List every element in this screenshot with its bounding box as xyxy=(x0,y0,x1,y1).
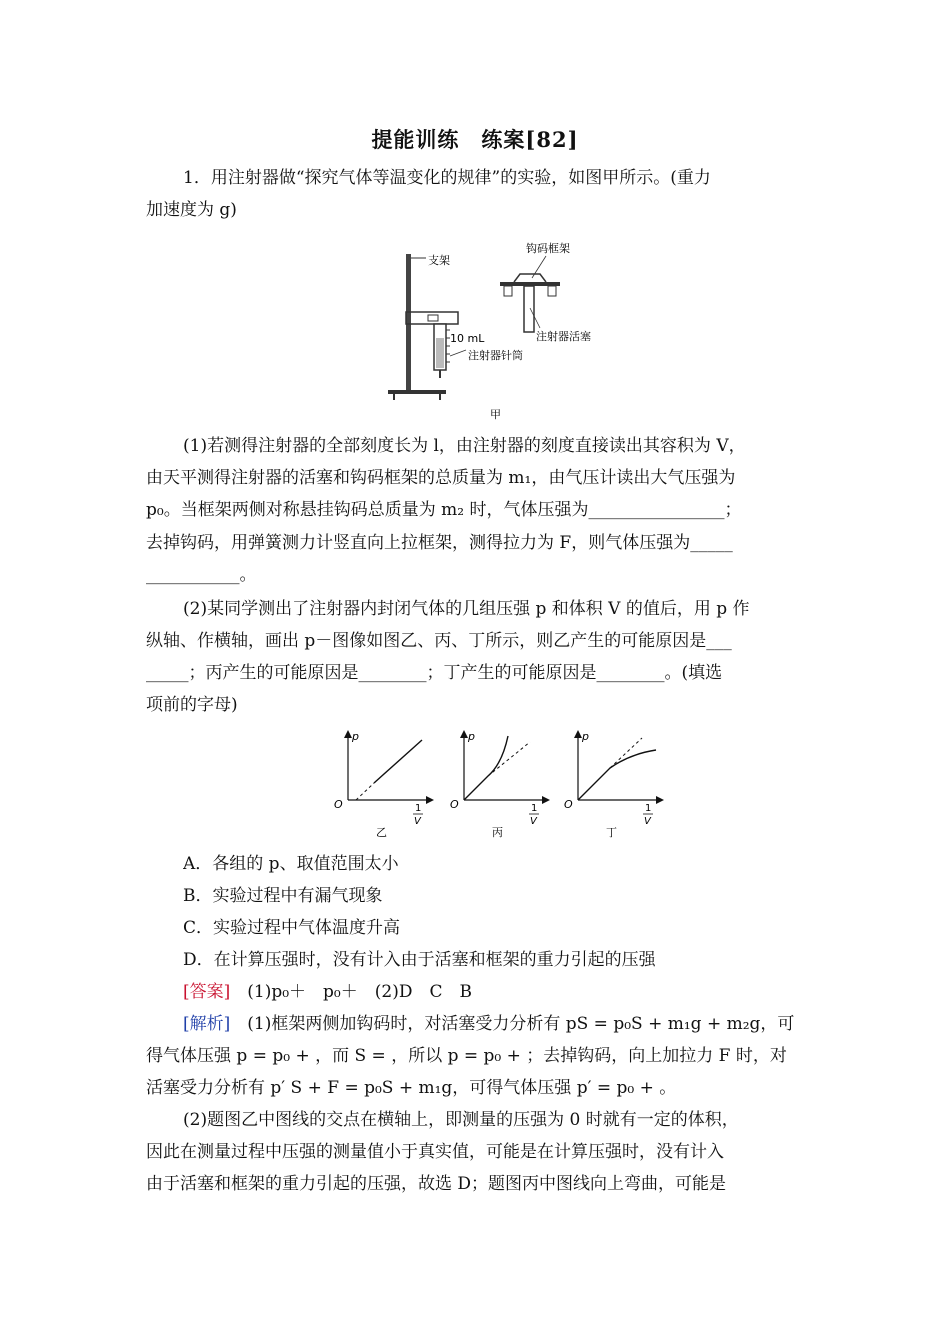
analysis-line-2: 得气体压强 p = p₀ + ，而 S = ，所以 p = p₀ + ；去掉钩码，向上加拉力 F 时，对 xyxy=(146,1046,787,1066)
weight-frame xyxy=(514,274,546,282)
stand-base xyxy=(388,390,446,394)
option-b: B．实验过程中有漏气现象 xyxy=(183,886,383,906)
answer-tag: [答案] xyxy=(183,982,231,1002)
graph-yi xyxy=(330,728,440,840)
part1-line-3: p₀。当框架两侧对称悬挂钩码总质量为 m₂ 时，气体压强为________________； xyxy=(146,500,742,520)
part2-line-4: 项前的字母) xyxy=(146,695,238,715)
axis-frac-num: 1 xyxy=(531,803,538,814)
part1-line-4: 去掉钩码，用弹簧测力计竖直向上拉框架，测得拉力为 F，则气体压强为_____ xyxy=(146,533,733,553)
question-1-line-1: 1．用注射器做“探究气体等温变化的规律”的实验，如图甲所示。(重力 xyxy=(183,168,711,188)
analysis-line-1 xyxy=(183,1008,810,1040)
axis-label-p: p xyxy=(468,730,475,743)
origin-label: O xyxy=(334,798,343,811)
axis-frac-den: V xyxy=(530,816,537,827)
analysis-tag: [解析] xyxy=(183,1014,231,1034)
axis-frac-num: 1 xyxy=(415,803,422,814)
label-10ml: 10 mL xyxy=(450,332,485,345)
label-piston: 注射器活塞 xyxy=(536,330,591,343)
origin-label: O xyxy=(564,798,573,811)
answer-text: (1)p₀＋ p₀＋ (2)D C B xyxy=(230,982,472,1002)
graph-bing xyxy=(446,728,556,840)
clamp xyxy=(406,312,458,324)
axis-label-p: p xyxy=(352,730,359,743)
analysis-line-4: (2)题图乙中图线的交点在横轴上，即测量的压强为 0 时就有一定的体积， xyxy=(183,1110,739,1130)
part2-line-3: _____；丙产生的可能原因是________；丁产生的可能原因是________。(填选 xyxy=(146,663,723,683)
part1-line-2: 由天平测得注射器的活塞和钩码框架的总质量为 m₁，由气压计读出大气压强为 xyxy=(146,468,736,488)
label-barrel: 注射器针筒 xyxy=(468,349,523,362)
page-title: 提能训练 练案[82] xyxy=(371,127,579,152)
label-stand: 支架 xyxy=(428,254,450,267)
part1-line-1: (1)若测得注射器的全部刻度长为 l，由注射器的刻度直接读出其容积为 V， xyxy=(183,436,746,456)
analysis-line-5: 因此在测量过程中压强的测量值小于真实值，可能是在计算压强时，没有计入 xyxy=(146,1142,724,1162)
analysis-line-3: 活塞受力分析有 p′ S + F = p₀S + m₁g，可得气体压强 p′ = p₀ + 。 xyxy=(146,1078,677,1098)
syringe-piston xyxy=(524,286,534,332)
question-1-line-2: 加速度为 g) xyxy=(146,200,237,220)
axis-frac-den: V xyxy=(414,816,421,827)
label-frame: 钩码框架 xyxy=(526,242,570,255)
graph-caption-yi: 乙 xyxy=(376,826,387,839)
part2-line-2: 纵轴、作横轴，画出 p－图像如图乙、丙、丁所示，则乙产生的可能原因是___ xyxy=(146,631,732,651)
option-c: C．实验过程中气体温度升高 xyxy=(183,918,401,938)
option-a: A．各组的 p、取值范围太小 xyxy=(183,854,399,874)
analysis-line-6: 由于活塞和框架的重力引起的压强，故选 D；题图丙中图线向上弯曲，可能是 xyxy=(146,1174,727,1194)
part2-line-1: (2)某同学测出了注射器内封闭气体的几组压强 p 和体积 V 的值后，用 p 作 xyxy=(183,599,750,619)
syringe-apparatus-figure xyxy=(380,238,620,424)
part1-line-5: ___________。 xyxy=(146,565,257,585)
graph-ding xyxy=(560,728,670,840)
graph-caption-bing: 丙 xyxy=(492,826,503,839)
origin-label: O xyxy=(450,798,459,811)
axis-frac-num: 1 xyxy=(645,803,652,814)
axis-label-p: p xyxy=(582,730,589,743)
figure-caption-jia: 甲 xyxy=(490,408,501,421)
graph-caption-ding: 丁 xyxy=(606,826,617,839)
axis-frac-den: V xyxy=(644,816,651,827)
option-d: D．在计算压强时，没有计入由于活塞和框架的重力引起的压强 xyxy=(183,950,656,970)
answer-line xyxy=(183,976,810,1008)
analysis-text-1: (1)框架两侧加钩码时，对活塞受力分析有 pS = p₀S + m₁g + m₂g，可 xyxy=(230,1014,795,1034)
